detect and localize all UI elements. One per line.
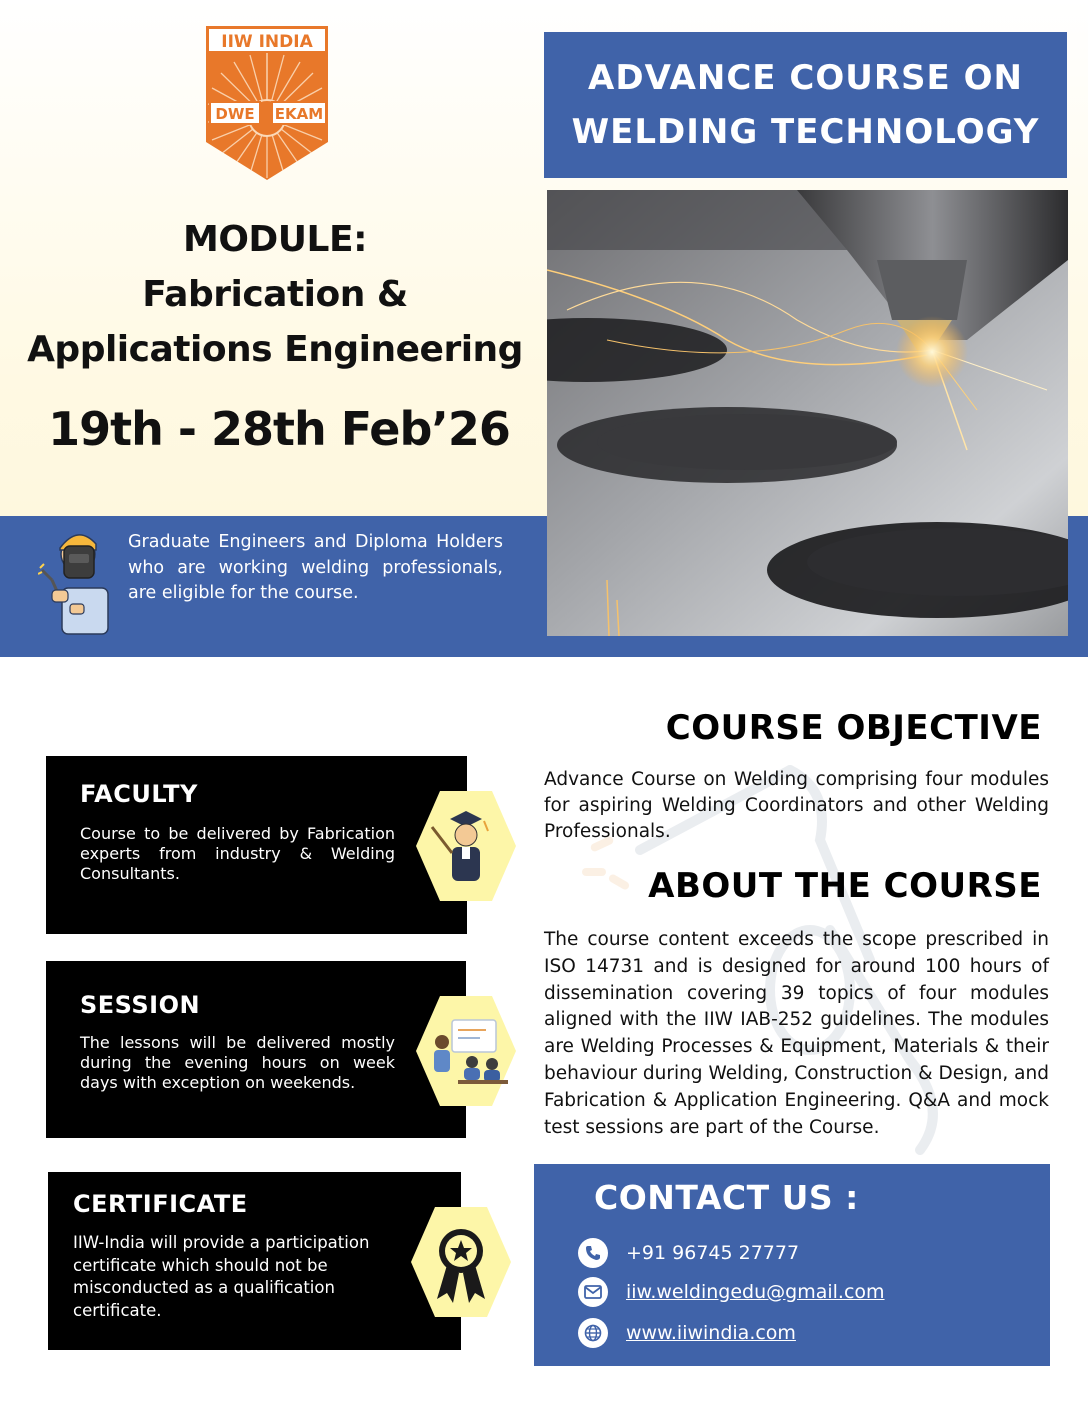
contact-title: CONTACT US :	[594, 1178, 859, 1217]
iiw-india-logo	[202, 22, 332, 184]
contact-phone[interactable]: +91 96745 27777	[626, 1242, 800, 1264]
certificate-title: CERTIFICATE	[73, 1190, 248, 1218]
course-title-line2: WELDING TECHNOLOGY	[571, 112, 1040, 152]
certificate-card	[48, 1172, 461, 1350]
module-name-line2: Applications Engineering	[27, 329, 523, 370]
faculty-title: FACULTY	[80, 780, 198, 808]
mail-icon	[578, 1277, 608, 1307]
faculty-text: Course to be delivered by Fabrication experts from industry & Welding Consultants.	[80, 824, 395, 883]
about-course-text: The course content exceeds the scope prescribed in ISO 14731 and is designed for around 100 hours of dissemination covering 39 topics of four modules aligned with the IIW IAB-252 guidelines. The modules are Welding Processes & Equipment, Materials & their behaviour during Welding, Construction & Design, and Fabrication & Application Engineering. Q&A and mock test sessions are part of the Course.	[544, 929, 1049, 1138]
phone-icon	[578, 1238, 608, 1268]
course-objective-title: COURSE OBJECTIVE	[665, 708, 1042, 748]
certificate-text: IIW-India will provide a participation certificate which should not be misconducted as a qualification certificate.	[73, 1233, 370, 1320]
laser-cutting-photo	[547, 190, 1068, 636]
course-title-line1: ADVANCE COURSE ON	[588, 58, 1023, 98]
contact-box	[534, 1164, 1050, 1366]
globe-icon	[578, 1318, 608, 1348]
module-dates: 19th - 28th Feb’26	[48, 402, 510, 456]
logo-top-text: IIW INDIA	[221, 32, 313, 52]
contact-email-row	[578, 1277, 885, 1307]
about-course-title: ABOUT THE COURSE	[648, 866, 1042, 906]
session-card	[46, 961, 466, 1138]
contact-email-link[interactable]: iiw.weldingedu@gmail.com	[626, 1281, 885, 1303]
logo-left-text: DWE	[215, 105, 255, 123]
session-title: SESSION	[80, 991, 201, 1019]
graduate-icon	[414, 787, 518, 905]
logo-right-text: EKAM	[274, 105, 324, 123]
module-label: MODULE:	[183, 219, 367, 260]
award-ribbon-icon	[409, 1203, 513, 1321]
course-title-banner	[544, 32, 1067, 178]
contact-website-row	[578, 1318, 796, 1348]
presentation-icon	[414, 992, 518, 1110]
course-objective-text: Advance Course on Welding comprising four modules for aspiring Welding Coordinators and other Welding Professionals.	[544, 769, 1049, 842]
contact-phone-row	[578, 1238, 799, 1268]
eligibility-text: Graduate Engineers and Diploma Holders who are working welding professionals, are eligible for the course.	[128, 532, 503, 603]
welder-icon	[38, 524, 120, 638]
contact-website-link[interactable]: www.iiwindia.com	[626, 1322, 796, 1344]
module-name-line1: Fabrication &	[142, 274, 408, 315]
module-heading	[20, 212, 530, 377]
faculty-card	[46, 756, 467, 934]
session-text: The lessons will be delivered mostly during the evening hours on week days with exception on weekends.	[80, 1033, 395, 1092]
